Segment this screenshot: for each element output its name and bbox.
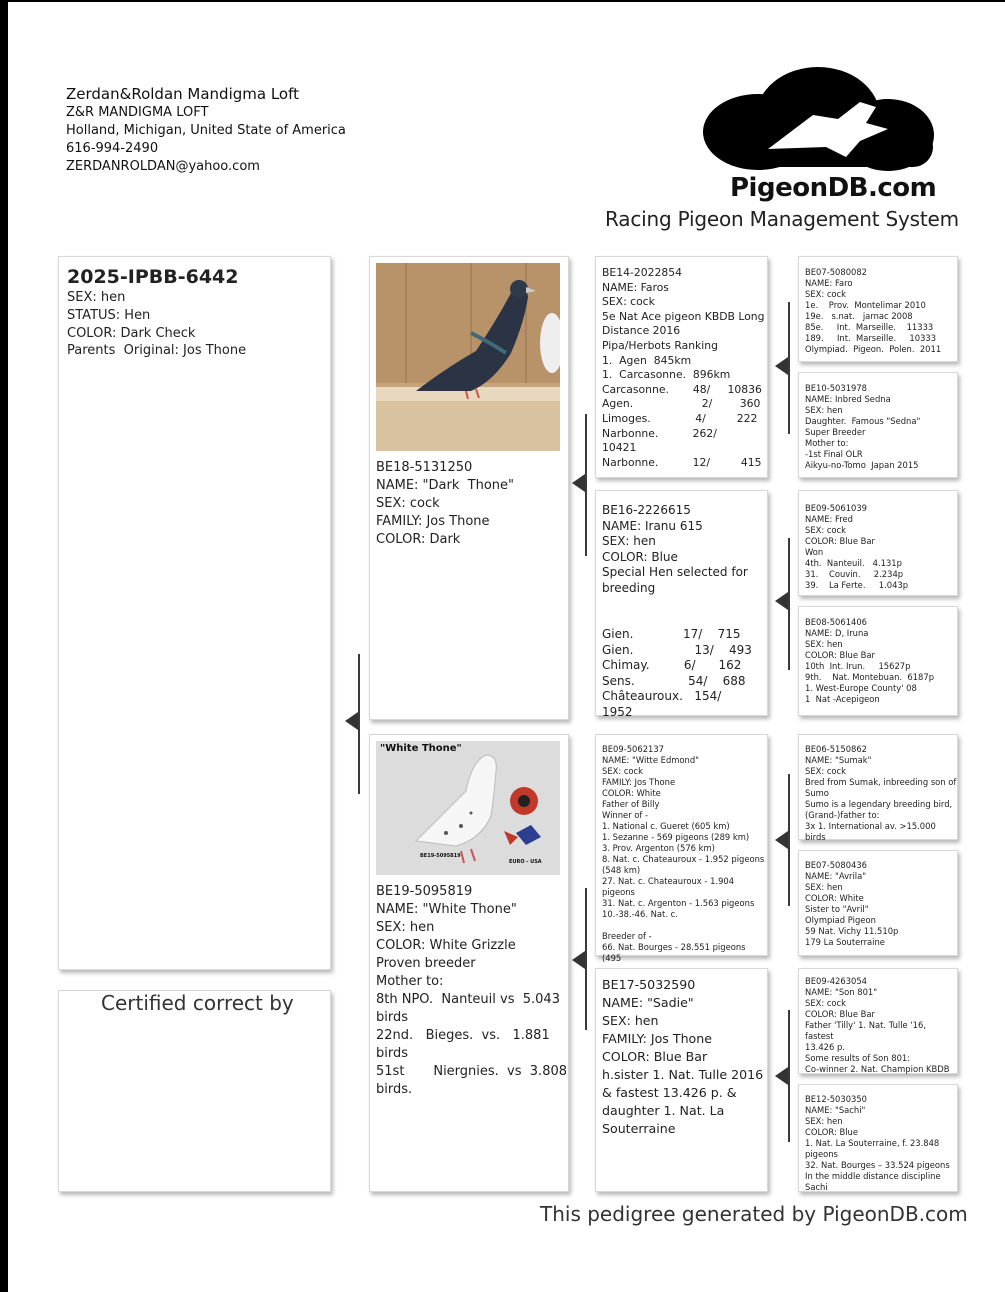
dam-card [369,734,569,1192]
loft-info [66,84,346,176]
sss-line: 19e. s.nat. jarnac 2008 [805,311,913,321]
connector-line [585,414,587,556]
ds-line: 1. National c. Gueret (605 km) [602,821,730,831]
sdd-line: 1 Nat -Acepigeon [805,694,880,704]
dss-line: NAME: "Sumak" [805,755,872,765]
ddd-line: COLOR: Blue [805,1127,858,1137]
sdd-line: 10th Int. Irun. 15627p [805,661,911,671]
dsd-line: SEX: hen [805,882,843,892]
ss-line: 1. Agen 845km [602,353,692,367]
dam-photo-title: "White Thone" [380,743,462,754]
sire-photo [376,263,560,451]
dss-line: SEX: cock [805,766,847,776]
sss-line: SEX: cock [805,289,847,299]
dd-line: NAME: "Sadie" [602,995,694,1010]
dsd-line: COLOR: White [805,893,864,903]
dd-ring: BE17-5032590 [602,977,696,992]
ss-line: Narbonne. 262/ [602,426,717,440]
pedigree-page [8,2,1005,1292]
loft-phone: 616-994-2490 [66,141,159,156]
ds-line: FAMILY: Jos Thone [602,777,676,787]
loft-address: Holland, Michigan, United State of America [66,123,346,138]
ddd-line: pigeons [805,1149,838,1159]
dam-ring: BE19-5095819 [376,884,473,899]
ssd-ring: BE10-5031978 [805,383,868,393]
ss-line: Limoges. 4/ 222 [602,411,758,425]
ss-ring: BE14-2022854 [602,266,682,279]
dd-line: COLOR: Blue Bar [602,1049,708,1064]
sdd-line: 1. West-Europe County' 08 [805,683,917,693]
connector-line [788,302,790,434]
sss-line: 1e. Prov. Montelimar 2010 [805,300,926,310]
subject-line: SEX: hen [67,290,126,305]
dam-line: birds. [376,1082,413,1097]
sire-line: SEX: cock [376,496,440,511]
ddd-ring: BE12-5030350 [805,1094,868,1104]
subject-line: STATUS: Hen [67,307,151,323]
sss-line: Olympiad. Pigeon. Polen. 2011 [805,344,942,354]
ds-line: Winner of - [602,810,649,820]
connector-line [788,1010,790,1142]
dds-line: SEX: cock [805,998,847,1008]
sds-line: COLOR: Blue Bar [805,536,875,546]
sss-line: NAME: Faro [805,278,853,288]
sds-line: NAME: Fred [805,514,853,524]
dam-line: 22nd. Bieges. vs. 1.881 [376,1028,550,1043]
ss-line: 5e Nat Ace pigeon KBDB Long [602,309,765,323]
dd-line: h.sister 1. Nat. Tulle 2016 [602,1067,764,1082]
sd-line [602,612,767,628]
sss-ring: BE07-5080082 [805,267,868,277]
connector-line [358,654,360,794]
ss-line: NAME: Faros [602,280,669,294]
ss-line: Narbonne. 12/ 415 [602,455,762,469]
ss-line: SEX: cock [602,295,655,309]
brand-tagline: Racing Pigeon Management System [605,207,959,231]
loft-email: ZERDANROLDAN@yahoo.com [66,159,260,174]
dsd-ring: BE07-5080436 [805,860,868,870]
dam-line: birds [376,1010,409,1025]
gen4-card-sdd [798,606,958,716]
dd-line: FAMILY: Jos Thone [602,1031,712,1046]
connector-arrow [572,951,585,969]
ds-line: (548 km) [602,865,641,875]
ds-line: Father of Billy [602,799,660,809]
ss-line: 10421 [602,441,637,455]
dam-line: Proven breeder [376,956,476,971]
ssd-line: Super Breeder [805,427,866,437]
sds-line: 31. Couvin. 2.234p [805,569,904,579]
sire-line: NAME: "Dark Thone" [376,478,515,493]
subject-line: Parents Original: Jos Thone [67,343,247,359]
gen4-card-sss [798,256,958,362]
dds-line: COLOR: Blue Bar [805,1009,875,1019]
dam-line: NAME: "White Thone" [376,902,517,917]
sire-line: FAMILY: Jos Thone [376,514,490,529]
sd-line: SEX: hen [602,534,656,548]
ds-line: 1. Sezanne - 569 pigeons (289 km) [602,832,750,842]
dam-line: birds [376,1046,409,1061]
sd-line: COLOR: Blue [602,549,678,564]
dam-sire-card [595,734,768,963]
sd-line: Chimay. 6/ 162 [602,658,742,672]
dam-line: 8th NPO. Nanteuil vs 5.043 [376,992,560,1007]
dsd-line: Sister to "Avril" [805,904,869,914]
connector-arrow [775,1067,788,1085]
dds-line: Father 'Tilly' 1. Nat. Tulle '16, fastest [805,1020,929,1041]
subject-line: COLOR: Dark Check [67,325,196,341]
connector-arrow [775,357,788,375]
ss-line: Carcasonne. 48/ 10836 [602,382,762,396]
sds-line: SEX: cock [805,525,847,535]
gen4-card-dds [798,968,958,1074]
connector-line [788,774,790,906]
sss-line: 85e. Int. Marseille. 11333 [805,322,934,332]
connector-arrow [345,712,358,730]
dam-photo [376,741,560,875]
ssd-line: -1st Final OLR [805,449,863,459]
subject-ring: 2025-IPBB-6442 [67,266,239,288]
subject-card [58,256,331,970]
dam-line: Mother to: [376,974,444,989]
dds-line: Some results of Son 801: [805,1053,911,1063]
dd-line: & fastest 13.426 p. & [602,1085,737,1100]
loft-subname: Z&R MANDIGMA LOFT [66,105,209,120]
sds-line: 39. La Ferte. 1.043p [805,580,909,590]
ssd-line: Mother to: [805,438,849,448]
sire-sire-card [595,256,768,478]
sd-line: Châteauroux. 154/ 1952 [602,689,741,719]
sds-ring: BE09-5061039 [805,503,868,513]
ds-line: 3. Prov. Argenton (576 km) [602,843,715,853]
sdd-line: NAME: D, Iruna [805,628,869,638]
certified-label: Certified correct by [101,991,294,1015]
sire-line: COLOR: Dark [376,532,461,547]
ds-line: Breeder of - [602,931,652,941]
sd-line: Gien. 17/ 715 [602,627,741,641]
connector-line [788,538,790,670]
ddd-line: 1. Nat. La Souterraine, f. 23.848 [805,1138,940,1148]
dam-line: SEX: hen [376,920,435,935]
dss-line: Bred from Sumak, inbreeding son of [805,777,957,787]
dam-photo-badge: EURO - USA [509,859,542,865]
certified-box [58,990,331,1192]
dd-line: daughter 1. Nat. La [602,1103,725,1118]
ss-line: Pipa/Herbots Ranking [602,338,719,352]
dam-dam-card [595,968,768,1192]
connector-line [585,888,587,1030]
ds-line: 31. Nat. c. Argenton - 1.563 pigeons [602,898,755,908]
dss-line: 3x 1. International av. >15.000 birds [805,821,939,842]
dsd-line: Olympiad Pigeon [805,915,876,925]
ssd-line: NAME: Inbred Sedna [805,394,891,404]
connector-arrow [572,474,585,492]
dsd-line: 59 Nat. Vichy 11.510p [805,926,899,936]
gen4-card-dss [798,734,958,840]
sd-line: Sens. 54/ 688 [602,673,746,688]
brand-site: PigeonDB.com [730,173,937,203]
sds-line: Won [805,547,824,557]
dam-line: 51st Niergnies. vs 3.808 [376,1064,568,1079]
dds-line: Co-winner 2. Nat. Champion KBDB [805,1064,950,1074]
dd-line: SEX: hen [602,1013,659,1028]
sd-line: Gien. 13/ 493 [602,642,752,657]
sdd-line: SEX: hen [805,639,843,649]
gen4-card-sds [798,490,958,596]
sd-ring: BE16-2226615 [602,503,691,517]
dam-line: COLOR: White Grizzle [376,938,516,953]
sd-line: Special Hen selected for [602,565,748,579]
sd-line: breeding [602,580,656,595]
ds-line: 27. Nat. c. Chateauroux - 1.904 pigeons [602,876,737,897]
ssd-line: SEX: hen [805,405,843,415]
dss-ring: BE06-5150862 [805,744,868,754]
ds-line: 10.-38.-46. Nat. c. [602,909,678,919]
dss-line: Sumo [805,788,829,798]
sss-line: 189. Int. Marseille. 10333 [805,333,937,343]
sire-dam-card [595,490,768,719]
dds-line: NAME: "Son 801" [805,987,878,997]
dds-ring: BE09-4263054 [805,976,868,986]
ss-line: 1. Carcasonne. 896km [602,368,731,382]
sd-line [602,596,767,612]
ddd-line: 32. Nat. Bourges – 33.524 pigeons [805,1160,950,1170]
dds-line: 13.426 p. [805,1042,845,1052]
ss-line: Distance 2016 [602,324,681,338]
ds-ring: BE09-5062137 [602,744,665,754]
sdd-line: COLOR: Blue Bar [805,650,875,660]
dsd-line: 179 La Souterraine [805,937,885,947]
ds-line: COLOR: White [602,788,661,798]
dss-line: (Grand-)father to: [805,810,880,820]
ds-line: 8. Nat. c. Chateauroux - 1.952 pigeons [602,854,765,864]
ssd-line: Aikyu-no-Tomo Japan 2015 [805,460,919,470]
ddd-line: NAME: "Sachi" [805,1105,866,1115]
gen4-card-ddd [798,1084,958,1192]
loft-name: Zerdan&Roldan Mandigma Loft [66,85,299,103]
dss-line: Sumo is a legendary breeding bird, [805,799,953,809]
connector-arrow [775,592,788,610]
sds-line: 4th. Nanteuil. 4.131p [805,558,902,568]
dam-photo-ring: BE19-5095819 [420,853,461,859]
ssd-line: Daughter. Famous "Sedna" [805,416,921,426]
sire-card [369,256,569,720]
connector-arrow [775,831,788,849]
ddd-line: In the middle distance discipline Sachi [805,1171,944,1192]
ds-line: SEX: cock [602,766,644,776]
gen4-card-dsd [798,850,958,956]
ds-line: NAME: "Witte Edmond" [602,755,700,765]
dd-line: Souterraine [602,1121,676,1136]
ss-line: Agen. 2/ 360 [602,397,761,411]
gen4-card-ssd [798,372,958,478]
sd-line: NAME: Iranu 615 [602,518,703,533]
sdd-line: 9th. Nat. Montebuan. 6187p [805,672,935,682]
dsd-line: NAME: "Avrila" [805,871,867,881]
sdd-ring: BE08-5061406 [805,617,868,627]
ddd-line: SEX: hen [805,1116,843,1126]
ds-line [602,920,767,931]
ds-line: 66. Nat. Bourges - 28.551 pigeons (495 [602,942,749,963]
sire-ring: BE18-5131250 [376,460,473,475]
footer-text: This pedigree generated by PigeonDB.com [540,1202,968,1226]
